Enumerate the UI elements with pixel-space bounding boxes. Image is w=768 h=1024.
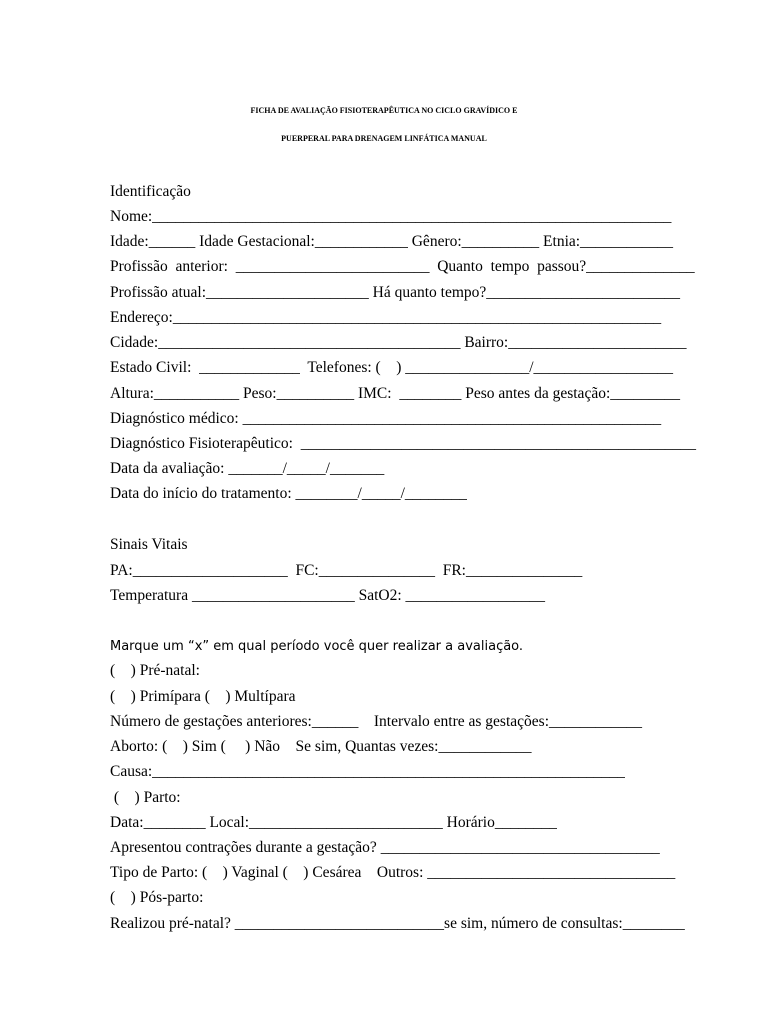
field-data-avaliacao: Data da avaliação: _______/_____/_______ (110, 460, 385, 477)
section-heading-sinais-vitais: Sinais Vitais (110, 536, 188, 553)
field-estado-civil-telefones: Estado Civil: _____________ Telefones: ( ) ________________/__________________ (110, 359, 674, 376)
option-primipara-multipara: ( ) Primípara ( ) Multípara (110, 688, 296, 705)
field-tipo-de-parto: Tipo de Parto: ( ) Vaginal ( ) Cesárea Outros: ________________________________ (110, 864, 676, 881)
field-gestacoes-anteriores: Número de gestações anteriores:______ Intervalo entre as gestações:____________ (110, 713, 643, 730)
field-nome: Nome:___________________________________________________________________ (110, 208, 672, 225)
option-parto: ( ) Parto: (110, 789, 181, 806)
option-pos-parto: ( ) Pós-parto: (110, 889, 204, 906)
field-diagnostico-fisioterapeutico: Diagnóstico Fisioterapêutico: ___________________________________________________ (110, 435, 696, 452)
field-altura-peso-imc: Altura:___________ Peso:__________ IMC: ________ Peso antes da gestação:_________ (110, 385, 681, 402)
form-title-line-1: FICHA DE AVALIAÇÃO FISIOTERAPÊUTICA NO CICLO GRAVÍDICO E (250, 106, 518, 115)
field-pa-fc-fr: PA:____________________ FC:_______________ FR:_______________ (110, 562, 583, 579)
section-heading-identificacao: Identificação (110, 183, 191, 200)
field-diagnostico-medico: Diagnóstico médico: ______________________________________________________ (110, 410, 662, 427)
option-pre-natal: ( ) Pré-natal: (110, 662, 200, 679)
field-profissao-anterior: Profissão anterior: _________________________ Quanto tempo passou?______________ (110, 258, 695, 275)
field-endereco: Endereço:_______________________________________________________________ (110, 309, 662, 326)
field-data-inicio-tratamento: Data do início do tratamento: ________/_____/________ (110, 485, 467, 502)
field-causa: Causa:_____________________________________________________________ (110, 763, 625, 780)
field-temperatura-sato2: Temperatura _____________________ SatO2: __________________ (110, 587, 546, 604)
period-instruction: Marque um “x” em qual período você quer realizar a avaliação. (110, 639, 524, 654)
field-idade-gestacional-genero-etnia: Idade:______ Idade Gestacional:____________ Gênero:__________ Etnia:____________ (110, 233, 674, 250)
form-title-line-2: PUERPERAL PARA DRENAGEM LINFÁTICA MANUAL (281, 134, 487, 143)
field-profissao-atual: Profissão atual:_____________________ Há quanto tempo?_________________________ (110, 284, 681, 301)
field-contracoes: Apresentou contrações durante a gestação? ____________________________________ (110, 839, 660, 856)
field-pre-natal-consultas: Realizou pré-natal? ___________________________se sim, número de consultas:________ (110, 915, 685, 932)
field-cidade-bairro: Cidade:_______________________________________ Bairro:_______________________ (110, 334, 687, 351)
field-data-local-horario: Data:________ Local:_________________________ Horário________ (110, 814, 557, 831)
field-aborto: Aborto: ( ) Sim ( ) Não Se sim, Quantas vezes:____________ (110, 738, 532, 755)
